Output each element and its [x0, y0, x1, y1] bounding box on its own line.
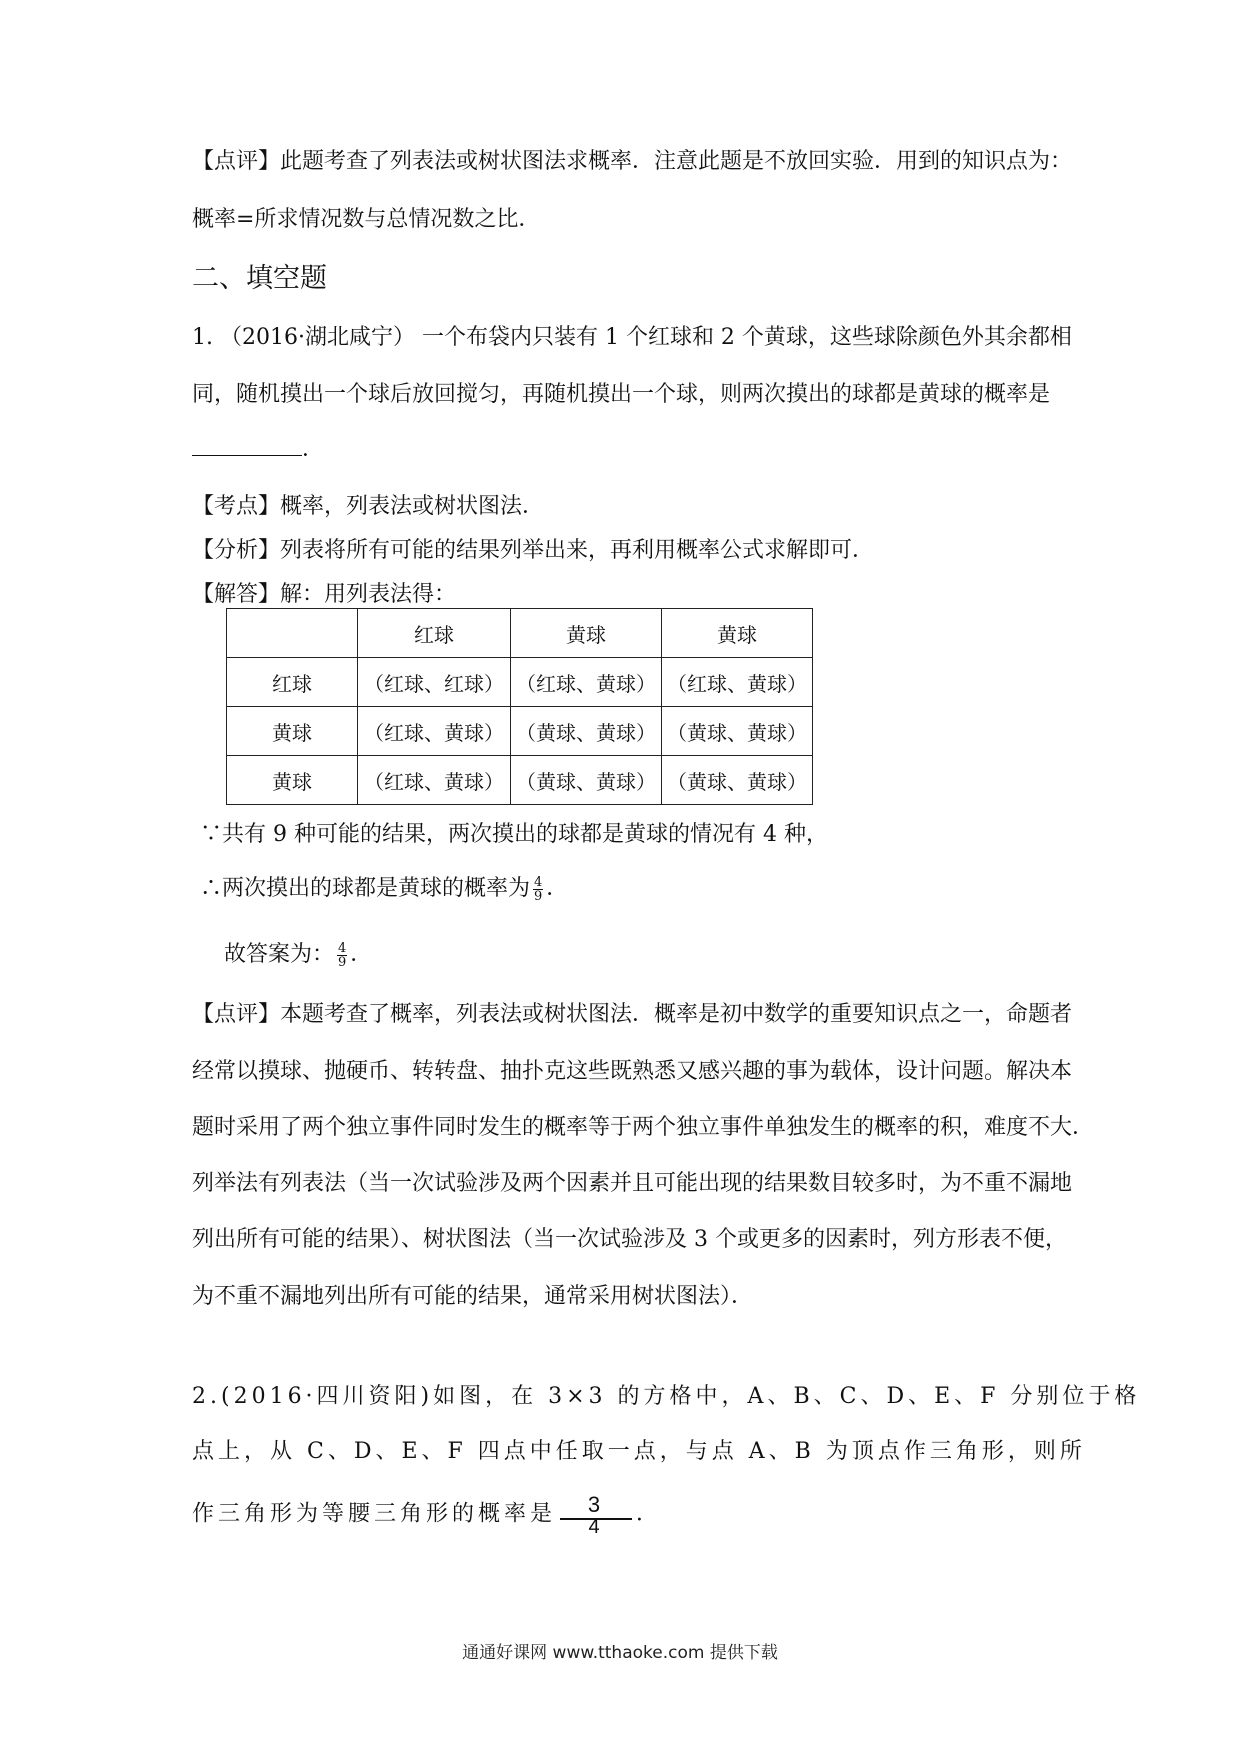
answer-blank [192, 433, 302, 456]
q1-therefore-line [200, 874, 1070, 904]
table-cell: 黄球 [227, 707, 358, 756]
q1-because: ∵共有 9 种可能的结果，两次摸出的球都是黄球的情况有 4 种， [200, 822, 828, 847]
table-cell: 黄球 [227, 756, 358, 805]
q1-line-2: 同，随机摸出一个球后放回搅匀，再随机摸出一个球，则两次摸出的球都是黄球的概率是 [192, 382, 1051, 407]
q1-therefore-tail: ． [546, 876, 569, 901]
table-row [227, 658, 813, 707]
q1-answer-tail: ． [350, 942, 373, 967]
q1-review-line-1: 【点评】本题考查了概率，列表法或树状图法．概率是初中数学的重要知识点之一，命题者 [192, 1002, 1073, 1027]
q1-therefore: ∴两次摸出的球都是黄球的概率为 [200, 876, 531, 901]
table-header-cell: 黄球 [511, 609, 662, 658]
fraction-denominator: 4 [588, 1516, 604, 1538]
table-cell: （红球、黄球） [358, 756, 511, 805]
prev-review-line-1: 【点评】此题考查了列表法或树状图法求概率．注意此题是不放回实验．用到的知识点为： [192, 149, 1073, 174]
q1-line-1: 1. （2016·湖北咸宁） 一个布袋内只装有 1 个红球和 2 个黄球，这些球除颜色外其余都相 [192, 325, 1072, 350]
table-cell: 红球 [227, 658, 358, 707]
q2-line-2: 点上，从 C、D、E、F 四点中任取一点，与点 A、B 为顶点作三角形，则所 [192, 1439, 1086, 1464]
table-header-cell: 黄球 [662, 609, 813, 658]
q1-line-3-tail: ． [302, 437, 325, 462]
q1-jieda: 【解答】解：用列表法得： [192, 582, 457, 607]
fraction [533, 876, 543, 903]
table-cell: （黄球、黄球） [511, 756, 662, 805]
q1-answer-prefix: 故答案为： [224, 942, 335, 967]
fraction [337, 942, 347, 969]
table-cell: （黄球、黄球） [662, 707, 813, 756]
q1-fenxi: 【分析】列表将所有可能的结果列举出来，再利用概率公式求解即可． [192, 538, 875, 563]
section-heading: 二、填空题 [192, 263, 327, 294]
table-row [227, 756, 813, 805]
table-cell: （红球、黄球） [662, 658, 813, 707]
q2-line-1: 2.(2016·四川资阳)如图，在 3×3 的方格中，A、B、C、D、E、F 分别位于格 [192, 1384, 1141, 1409]
q1-review-line-3: 题时采用了两个独立事件同时发生的概率等于两个独立事件单独发生的概率的积，难度不大． [192, 1115, 1095, 1140]
table-header-cell [227, 609, 358, 658]
fraction-numerator: 3 [587, 1492, 605, 1517]
q2-line-3-tail: ． [636, 1501, 663, 1527]
fraction-denominator: 9 [534, 888, 543, 904]
q1-review-line-5: 列出所有可能的结果）、树状图法（当一次试验涉及 3 个或更多的因素时，列方形表不便， [192, 1227, 1067, 1252]
prev-review-line-2: 概率=所求情况数与总情况数之比． [192, 207, 541, 232]
table-row [227, 707, 813, 756]
table-cell: （红球、黄球） [511, 658, 662, 707]
q1-line-3 [192, 433, 1070, 465]
page-footer: 通通好课网 www.tthaoke.com 提供下载 [462, 1643, 778, 1663]
table-header-cell: 红球 [358, 609, 511, 658]
table-cell: （黄球、黄球） [662, 756, 813, 805]
q1-review-line-4: 列举法有列表法（当一次试验涉及两个因素并且可能出现的结果数目较多时，为不重不漏地 [192, 1171, 1073, 1196]
outcome-table [226, 608, 813, 805]
q1-answer-line [224, 940, 1070, 970]
q2-answer-fraction [560, 1493, 632, 1536]
q2-line-3-text: 作三角形为等腰三角形的概率是 [192, 1501, 557, 1527]
fraction-numerator: 4 [338, 940, 347, 956]
table-cell: （红球、红球） [358, 658, 511, 707]
table-cell: （红球、黄球） [358, 707, 511, 756]
table-cell: （黄球、黄球） [511, 707, 662, 756]
q1-review-line-6: 为不重不漏地列出所有可能的结果，通常采用树状图法）． [192, 1284, 754, 1309]
q1-kaodian: 【考点】概率，列表法或树状图法． [192, 494, 545, 519]
q1-review-line-2: 经常以摸球、抛硬币、转转盘、抽扑克这些既熟悉又感兴趣的事为载体，设计问题。解决本 [192, 1059, 1073, 1084]
table-header-row [227, 609, 813, 658]
q2-line-3 [192, 1493, 1070, 1536]
fraction-numerator: 4 [534, 874, 543, 890]
fraction-denominator: 9 [338, 954, 347, 970]
